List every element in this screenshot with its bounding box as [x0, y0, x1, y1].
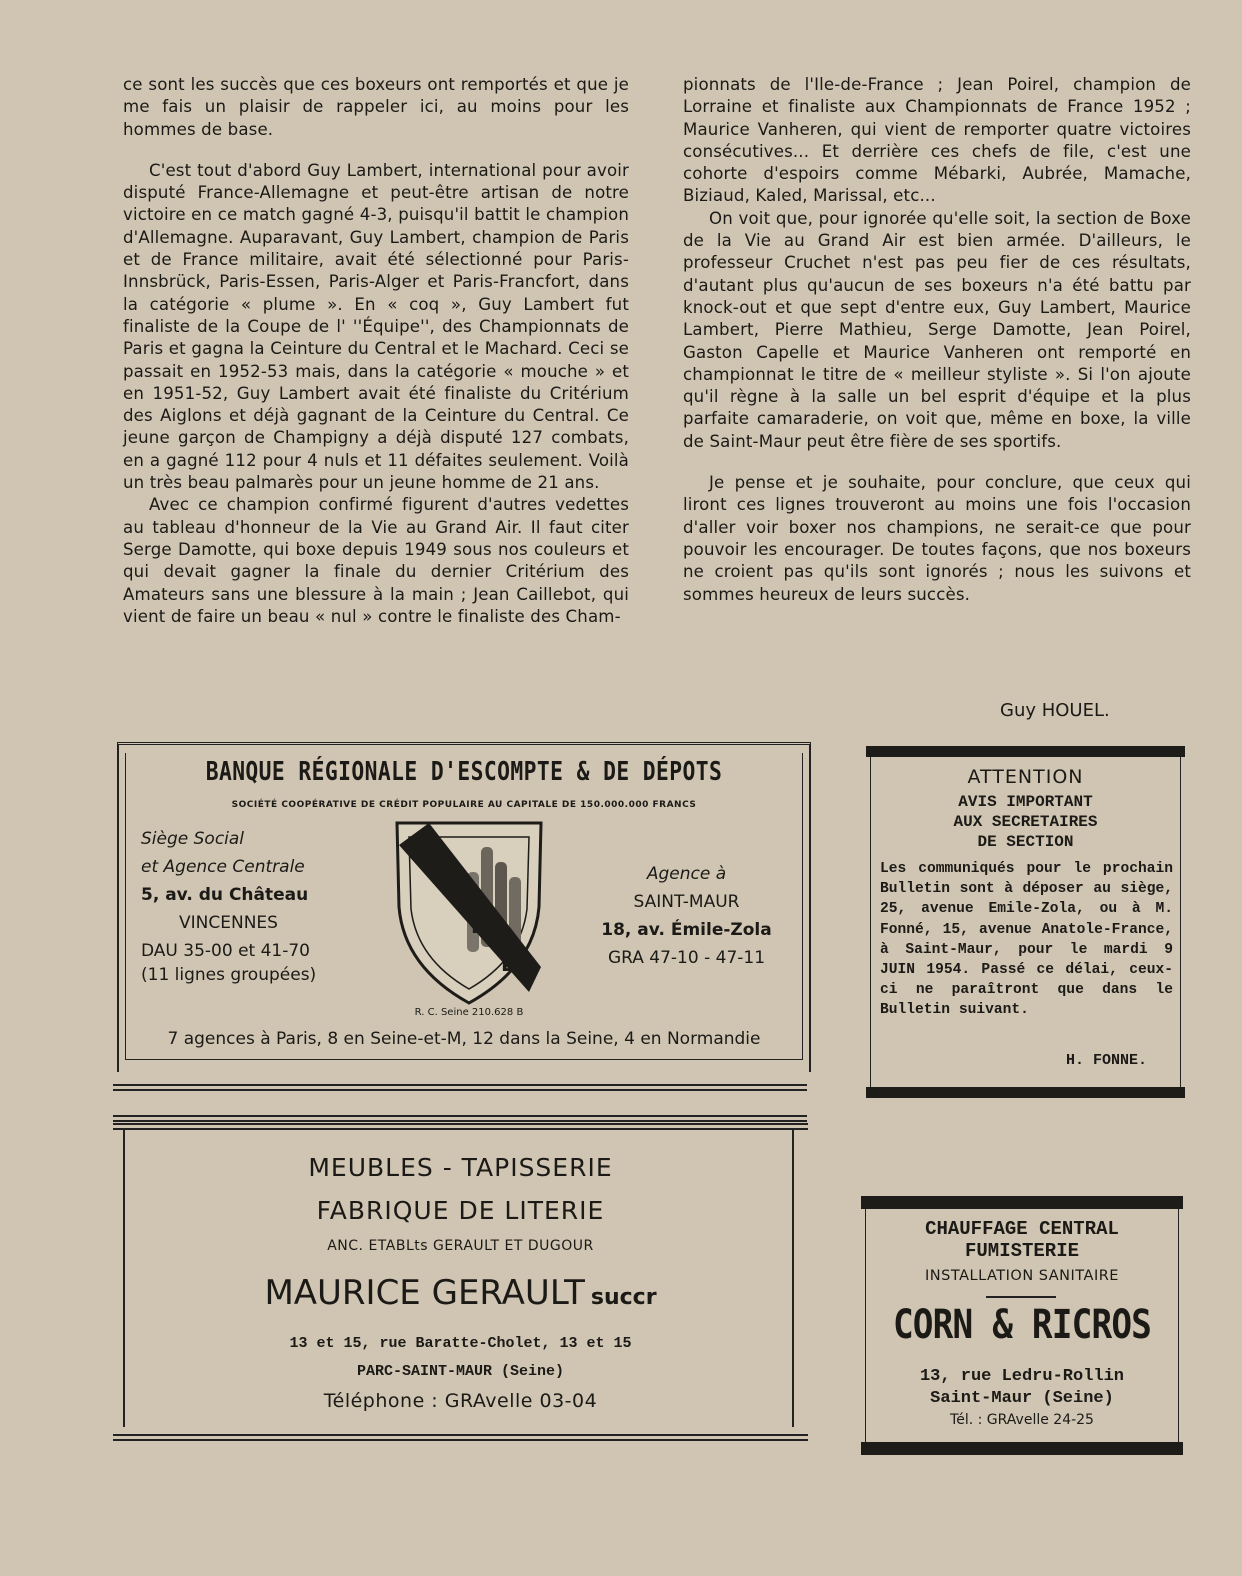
- bred-left-line: et Agence Centrale: [141, 857, 305, 877]
- article-signature: Guy HOUEL.: [1000, 700, 1110, 721]
- furniture-line: MEUBLES - TAPISSERIE: [308, 1153, 613, 1182]
- article-paragraph: ce sont les succès que ces boxeurs ont remportés et que je me fais un plaisir de rappeler ici, au moins pour les hommes de base.: [123, 75, 629, 139]
- bred-shield-logo-icon: [389, 817, 549, 1007]
- bred-logo-letter: E: [471, 914, 485, 938]
- bred-left-line: Siège Social: [141, 829, 245, 849]
- article-paragraph: Avec ce champion confirmé figurent d'autres vedettes au tableau d'honneur de la Vie au Grand Air. Il faut citer Serge Damotte, qui boxe depuis 1949 sous nos couleurs et qui devait gagner la finale du dernier Critérium des Amateurs sans une blessure à la main ; Jean Caillebot, qui vient de faire un beau « nul » contre le finaliste des Cham-: [123, 495, 629, 626]
- heating-address: [861, 1366, 1183, 1410]
- bred-right-line: Agence à: [646, 864, 727, 884]
- divider-rule: [113, 1084, 807, 1091]
- notice-subheading-line: DE SECTION: [977, 833, 1074, 851]
- bred-subtitle: SOCIÉTÉ COOPÉRATIVE DE CRÉDIT POPULAIRE AU CAPITALE DE 150.000.000 FRANCS: [231, 800, 697, 810]
- notice-subheading-line: AVIS IMPORTANT: [958, 793, 1093, 811]
- furniture-city: PARC-SAINT-MAUR (Seine): [356, 1363, 565, 1380]
- article-left-column: [123, 74, 629, 628]
- furniture-name-text: MAURICE GERAULT: [264, 1273, 585, 1313]
- article-paragraph: C'est tout d'abord Guy Lambert, international pour avoir disputé France-Allemagne et peut-être artisan de notre victoire en ce match gagné 4-3, puisqu'il battit le champion d'Allemagne. Auparavant, Guy Lambert, champion de Paris et de France militaire, avait été sélectionné pour Paris-Innsbrück, Paris-Essen, Paris-Alger et Paris-Francfort, dans la catégorie « plume ». En « coq », Guy Lambert fut finaliste de la Coupe de l' ''Équipe'', des Championnats de Paris et gagna la Ceinture du Central et le Machard. Ceci se passait en 1952-53 mais, dans la catégorie « mouche » et en 1951-52, Guy Lambert avait été finaliste du Critérium des Aiglons et déjà gagnant de la Ceinture du Central. Ce jeune garçon de Champigny a déjà disputé 127 combats, en a gagné 112 pour 4 nuls et 11 défaites seulement. Voilà un très beau palmarès pour un jeune homme de 21 ans.: [123, 160, 629, 493]
- heating-advertisement: [861, 1196, 1183, 1455]
- furniture-address: 13 et 15, rue Baratte-Cholet, 13 et 15: [289, 1335, 632, 1352]
- article-paragraph: Je pense et je souhaite, pour conclure, que ceux qui liront ces lignes trouveront au moins une fois l'occasion d'aller voir boxer nos champions, ne serait-ce que pour pouvoir les encourager. De toutes façons, que nos boxeurs ne croient pas qu'ils sont ignorés ; nous les suivons et sommes heureux de leurs succès.: [683, 473, 1191, 604]
- bred-right-line: GRA 47-10 - 47-11: [607, 948, 766, 968]
- bred-head-office: [141, 825, 341, 987]
- heating-address-line: Saint-Maur (Seine): [930, 1389, 1114, 1408]
- bred-right-line: SAINT-MAUR: [633, 892, 740, 912]
- bred-left-line: (11 lignes groupées): [141, 965, 317, 985]
- heating-address-line: 13, rue Ledru-Rollin: [919, 1367, 1125, 1386]
- bred-title: BANQUE RÉGIONALE D'ESCOMPTE & DE DÉPOTS: [205, 757, 723, 787]
- bred-left-line: VINCENNES: [179, 913, 278, 933]
- article-paragraph: pionnats de l'Ile-de-France ; Jean Poirel, champion de Lorraine et finaliste aux Championnats de France 1952 ; Maurice Vanheren, qui vient de remporter quatre victoires consécutives... Et derrière ces chefs de file, c'est une cohorte d'espoirs comme Mébarki, Aubrée, Mamache, Biziaud, Kaled, Marissal, etc...: [683, 75, 1191, 206]
- heating-line: CHAUFFAGE CENTRAL: [925, 1218, 1119, 1240]
- heating-phone: Tél. : GRAvelle 24-25: [950, 1412, 1094, 1428]
- furniture-former-name: ANC. ETABLts GERAULT ET DUGOUR: [327, 1238, 594, 1254]
- notice-heading: ATTENTION: [967, 766, 1084, 788]
- furniture-line: FABRIQUE DE LITERIE: [316, 1196, 605, 1225]
- heating-separator: [986, 1296, 1056, 1298]
- notice-subheading: [866, 792, 1185, 852]
- bred-saint-maur-agency: [594, 860, 779, 972]
- furniture-phone: Téléphone : GRAvelle 03-04: [323, 1390, 598, 1412]
- bred-logo-letter: D: [501, 952, 518, 976]
- bred-footer: 7 agences à Paris, 8 en Seine-et-M, 12 dans la Seine, 4 en Normandie: [167, 1029, 761, 1049]
- heating-line: FUMISTERIE: [964, 1240, 1080, 1262]
- bred-right-line: 18, av. Émile-Zola: [601, 920, 772, 940]
- bred-registration: R. C. Seine 210.628 B: [414, 1007, 524, 1018]
- notice-subheading-line: AUX SECRETAIRES: [953, 813, 1098, 831]
- bred-left-line: 5, av. du Château: [141, 885, 309, 905]
- notice-signature: H. FONNE.: [1065, 1052, 1147, 1069]
- bred-left-line: DAU 35-00 et 41-70: [141, 941, 310, 961]
- heating-line: INSTALLATION SANITAIRE: [925, 1268, 1119, 1284]
- notice-body: Les communiqués pour le prochain Bulletin sont à déposer au siège, 25, avenue Emile-Zola, ou à M. Fonné, 15, avenue Anatole-France, à Saint-Maur, pour le mardi 9 JUIN 1954. Passé ce délai, ceux-ci ne paraîtront que dans le Bulletin suivant.: [880, 861, 1173, 1019]
- heating-services: [861, 1218, 1183, 1262]
- article-right-column: [683, 74, 1191, 606]
- bred-advertisement: [117, 742, 811, 1072]
- bred-logo-letter: R: [441, 876, 457, 900]
- notice-box: [866, 746, 1185, 1098]
- furniture-successor: succr: [590, 1285, 657, 1310]
- article-paragraph: On voit que, pour ignorée qu'elle soit, la section de Boxe de la Vie au Grand Air est bien armée. D'ailleurs, le professeur Cruchet n'est pas peu fier de ces résultats, d'autant plus qu'aucun de ses boxeurs n'a été battu par knock-out et que sept d'entre eux, Guy Lambert, Maurice Lambert, Pierre Mathieu, Serge Damotte, Jean Poirel, Gaston Capelle et Maurice Vanheren ont remporté en championnat le titre de « meilleur styliste ». Si l'on ajoute qu'il règne à la salle un bel esprit d'équipe et la plus parfaite camaraderie, on voit que, même en boxe, la ville de Saint-Maur peut être fière de ses sportifs.: [683, 208, 1191, 451]
- heating-company-name: CORN & RICROS: [892, 1302, 1152, 1348]
- furniture-advertisement: [113, 1113, 808, 1441]
- bred-logo-letter: B: [411, 838, 427, 862]
- furniture-company-name: [113, 1273, 808, 1313]
